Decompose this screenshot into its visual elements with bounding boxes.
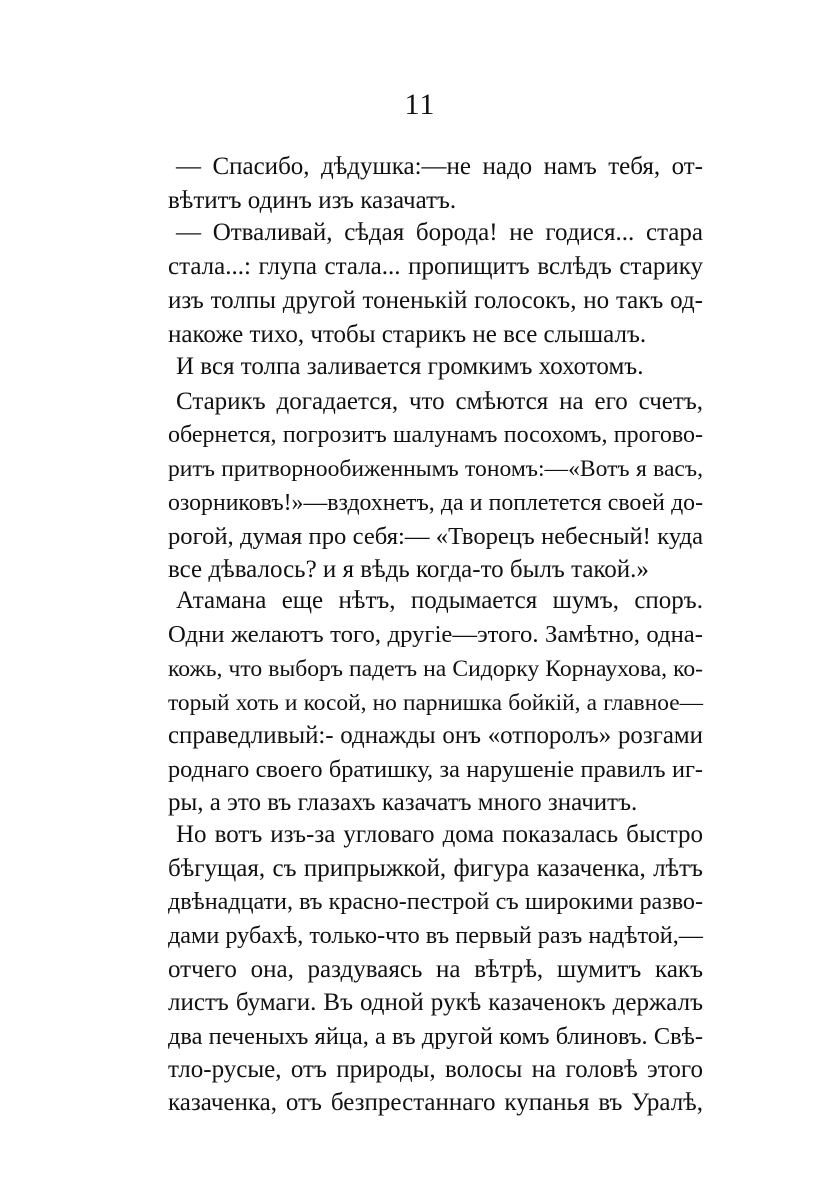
text-line: — Спасибо, дѣдушка:—не надо намъ тебя, от- [176, 153, 703, 180]
text-line: Одни желаютъ того, другіе—этого. Замѣтно, одна- [168, 621, 703, 648]
text-line: все дѣвалось? и я вѣдь когда-то былъ такой.» [168, 556, 649, 583]
text-line: ритъ притворнообиженнымъ тономъ:—«Вотъ я васъ, [168, 456, 703, 482]
text-line: казаченка, отъ безпрестаннаго купанья въ Уралѣ, [168, 1089, 703, 1116]
page-number: 11 [404, 88, 436, 121]
text-line: кожь, что выборъ падетъ на Сидорку Корнаухова, ко- [168, 656, 703, 682]
text-line: роднаго своего братишку, за нарушеніе правилъ иг- [168, 756, 703, 783]
text-line: листъ бумаги. Въ одной рукѣ казаченокъ держалъ [168, 989, 703, 1016]
text-line: обернется, погрозитъ шалунамъ посохомъ, прогово- [168, 422, 703, 448]
text-line: отчего она, раздуваясь на вѣтрѣ, шумитъ какъ [168, 956, 703, 983]
text-line: — Отваливай, сѣдая борода! не годися... стара [176, 219, 703, 246]
text-line: справедливый:- однажды онъ «отпоролъ» розгами [168, 722, 703, 749]
text-line: рогой, думая про себя:— «Творецъ небесный! куда [168, 523, 703, 550]
text-line: дами рубахѣ, только-что въ первый разъ надѣтой,— [168, 922, 703, 949]
text-line: тло-русые, отъ природы, волосы на головѣ этого [168, 1056, 703, 1083]
text-line: двѣнадцати, въ красно-пестрой съ широкими разво- [168, 889, 703, 915]
text-line: И вся толпа заливается громкимъ хохотомъ. [176, 353, 644, 380]
text-line: изъ толпы другой тоненькій голосокъ, но такъ од- [168, 287, 703, 314]
text-line: бѣгущая, съ припрыжкой, фигура казаченка, лѣтъ [168, 855, 703, 882]
text-line: Но вотъ изъ-за угловаго дома показалась быстро [176, 821, 703, 848]
text-line: Атамана еще нѣтъ, подымается шумъ, споръ. [176, 587, 703, 614]
text-line: накоже тихо, чтобы старикъ не все слышалъ. [168, 321, 647, 348]
text-line: ры, а это въ глазахъ казачатъ много значитъ. [168, 789, 638, 816]
text-line: торый хоть и косой, но парнишка бойкій, а главное— [168, 690, 703, 716]
text-line: озорниковъ!»—вздохнетъ, да и поплетется своей до- [168, 490, 703, 516]
text-line: стала...: глупа стала... пропищитъ вслѣдъ старику [168, 253, 703, 280]
text-line: вѣтитъ одинъ изъ казачатъ. [168, 187, 457, 214]
text-line: Старикъ догадается, что смѣются на его счетъ, [176, 388, 703, 415]
text-line: два печеныхъ яйца, а въ другой комъ блиновъ. Свѣ- [168, 1023, 703, 1050]
